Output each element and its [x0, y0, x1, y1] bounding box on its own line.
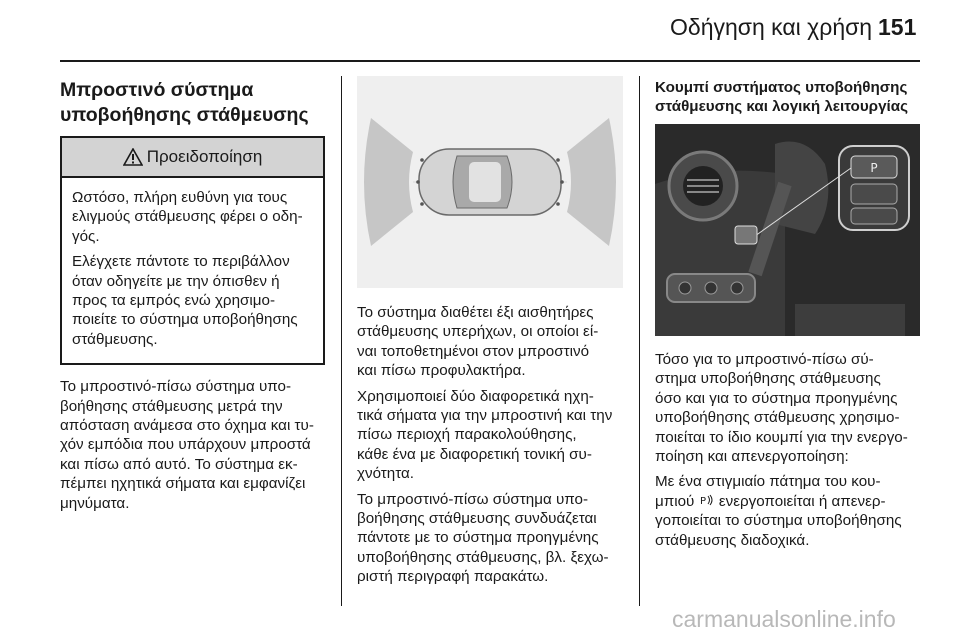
text-line: ποιείται το ίδιο κουμπί για την ενεργο‐: [655, 428, 908, 446]
text-line: Ωστόσο, πλήρη ευθύνη για τους: [72, 189, 288, 206]
body-paragraph: [60, 377, 325, 513]
text-line: κάθε ένα με διαφορετική τονική συ‐: [357, 445, 592, 463]
text-line: ναι τοποθετημένοι στον μπροστινό: [357, 342, 590, 360]
text-line: Το σύστημα διαθέτει έξι αισθητήρες: [357, 304, 594, 321]
text-line: απόσταση ανάμεσα στο όχημα και τυ‐: [60, 417, 314, 435]
text-line: βοήθησης στάθμευσης συνδυάζεται: [357, 510, 597, 528]
text-line: Το μπροστινό-πίσω σύστημα υπο‐: [357, 490, 589, 508]
text-line: χόν εμπόδια που υπάρχουν μπροστά: [60, 436, 311, 454]
text-line: ποιείτε το σύστημα υποβοήθησης: [72, 311, 298, 329]
subsection-title-line: στάθμευσης και λογική λειτουργίας: [655, 98, 908, 115]
text-line: όταν οδηγείτε με την όπισθεν ή: [72, 272, 280, 290]
text-line: στάθμευσης.: [72, 330, 158, 348]
warning-paragraph: [72, 188, 313, 246]
text-line: Με ένα στιγμιαίο πάτημα του κου‐: [655, 473, 881, 491]
subsection-title-line: Κουμπί συστήματος υποβοήθησης: [655, 79, 908, 96]
dashboard-button-illustration: [655, 124, 920, 336]
text-line: πέμπει ηχητικά σήματα και εμφανίζει: [60, 475, 306, 493]
text-line: στάθμευσης διαδοχικά.: [655, 531, 810, 549]
column-divider-2: [639, 76, 640, 606]
text-line: Το μπροστινό-πίσω σύστημα υπο‐: [60, 378, 292, 396]
warning-box: [60, 136, 325, 365]
column-divider-1: [341, 76, 342, 606]
middle-column: [357, 76, 625, 593]
text-line: γός.: [72, 227, 100, 245]
text-fragment: μπιού: [655, 492, 695, 510]
text-line: στημα υποβοήθησης στάθμευσης: [655, 370, 881, 388]
text-line: προς τα εμπρός ενώ χρησιμο‐: [72, 292, 276, 310]
text-line: και πίσω από αυτό. Το σύστημα εκ‐: [60, 455, 298, 473]
text-line: και πίσω προφυλακτήρα.: [357, 362, 526, 380]
dashboard-icon: [655, 124, 920, 336]
svg-text:P: P: [870, 161, 878, 175]
text-line: μηνύματα.: [60, 494, 130, 512]
text-line: ελιγμούς στάθμευσης φέρει ο οδη‐: [72, 208, 303, 226]
text-fragment: ενεργοποιείται ή απενερ‐: [718, 492, 886, 510]
body-paragraph: [357, 303, 625, 381]
car-sensor-illustration: [357, 76, 623, 288]
text-line: στάθμευσης υπερήχων, οι οποίοι εί‐: [357, 323, 599, 341]
text-line: όσο και για το σύστημα προηγμένης: [655, 389, 898, 407]
warning-body: [62, 178, 323, 363]
warning-triangle-icon: [123, 148, 143, 166]
section-title-line: Μπροστινό σύστημα: [60, 79, 254, 101]
text-line: χνότητα.: [357, 465, 415, 483]
section-title: [60, 78, 325, 128]
text-line: υποβοήθησης στάθμευσης, βλ. ξεχω‐: [357, 548, 609, 566]
parking-assist-icon: [699, 493, 715, 507]
body-paragraph: [655, 350, 925, 466]
body-paragraph: [357, 387, 625, 484]
page-number: 151: [878, 14, 917, 40]
text-line: πίσω περιοχή παρακολούθησης,: [357, 426, 577, 444]
header-rule: [60, 60, 920, 62]
body-paragraph: [357, 490, 625, 587]
text-line: Ελέγχετε πάντοτε το περιβάλλον: [72, 253, 290, 271]
text-line: πάντοτε με το σύστημα προηγμένης: [357, 529, 599, 547]
text-line: ποίηση και απενεργοποίηση:: [655, 448, 849, 466]
page-header-title: Οδήγηση και χρήση: [670, 14, 873, 40]
text-line: τικά σήματα για την μπροστινή και την: [357, 407, 613, 425]
watermark: carmanualsonline.info: [672, 606, 896, 632]
section-title-line: υποβοήθησης στάθμευσης: [60, 104, 309, 126]
text-line: βοήθησης στάθμευσης μετρά την: [60, 397, 283, 415]
text-line: Χρησιμοποιεί δύο διαφορετικά ηχη‐: [357, 387, 594, 405]
body-paragraph: [655, 472, 925, 550]
warning-heading: Προειδοποίηση: [146, 147, 263, 167]
left-column: [60, 78, 325, 519]
right-column: [655, 78, 925, 556]
warning-paragraph: [72, 252, 313, 349]
warning-header: [62, 138, 323, 178]
text-line: ριστή περιγραφή παρακάτω.: [357, 568, 549, 586]
car-top-view-icon: [357, 76, 623, 288]
text-line: γοποιείται το σύστημα υποβοήθησης: [655, 512, 902, 530]
text-line: Τόσο για το μπροστινό-πίσω σύ‐: [655, 351, 874, 368]
svg-text:P: P: [699, 495, 706, 507]
subsection-title: [655, 78, 925, 116]
text-line: υποβοήθησης στάθμευσης χρησιμο‐: [655, 409, 900, 427]
